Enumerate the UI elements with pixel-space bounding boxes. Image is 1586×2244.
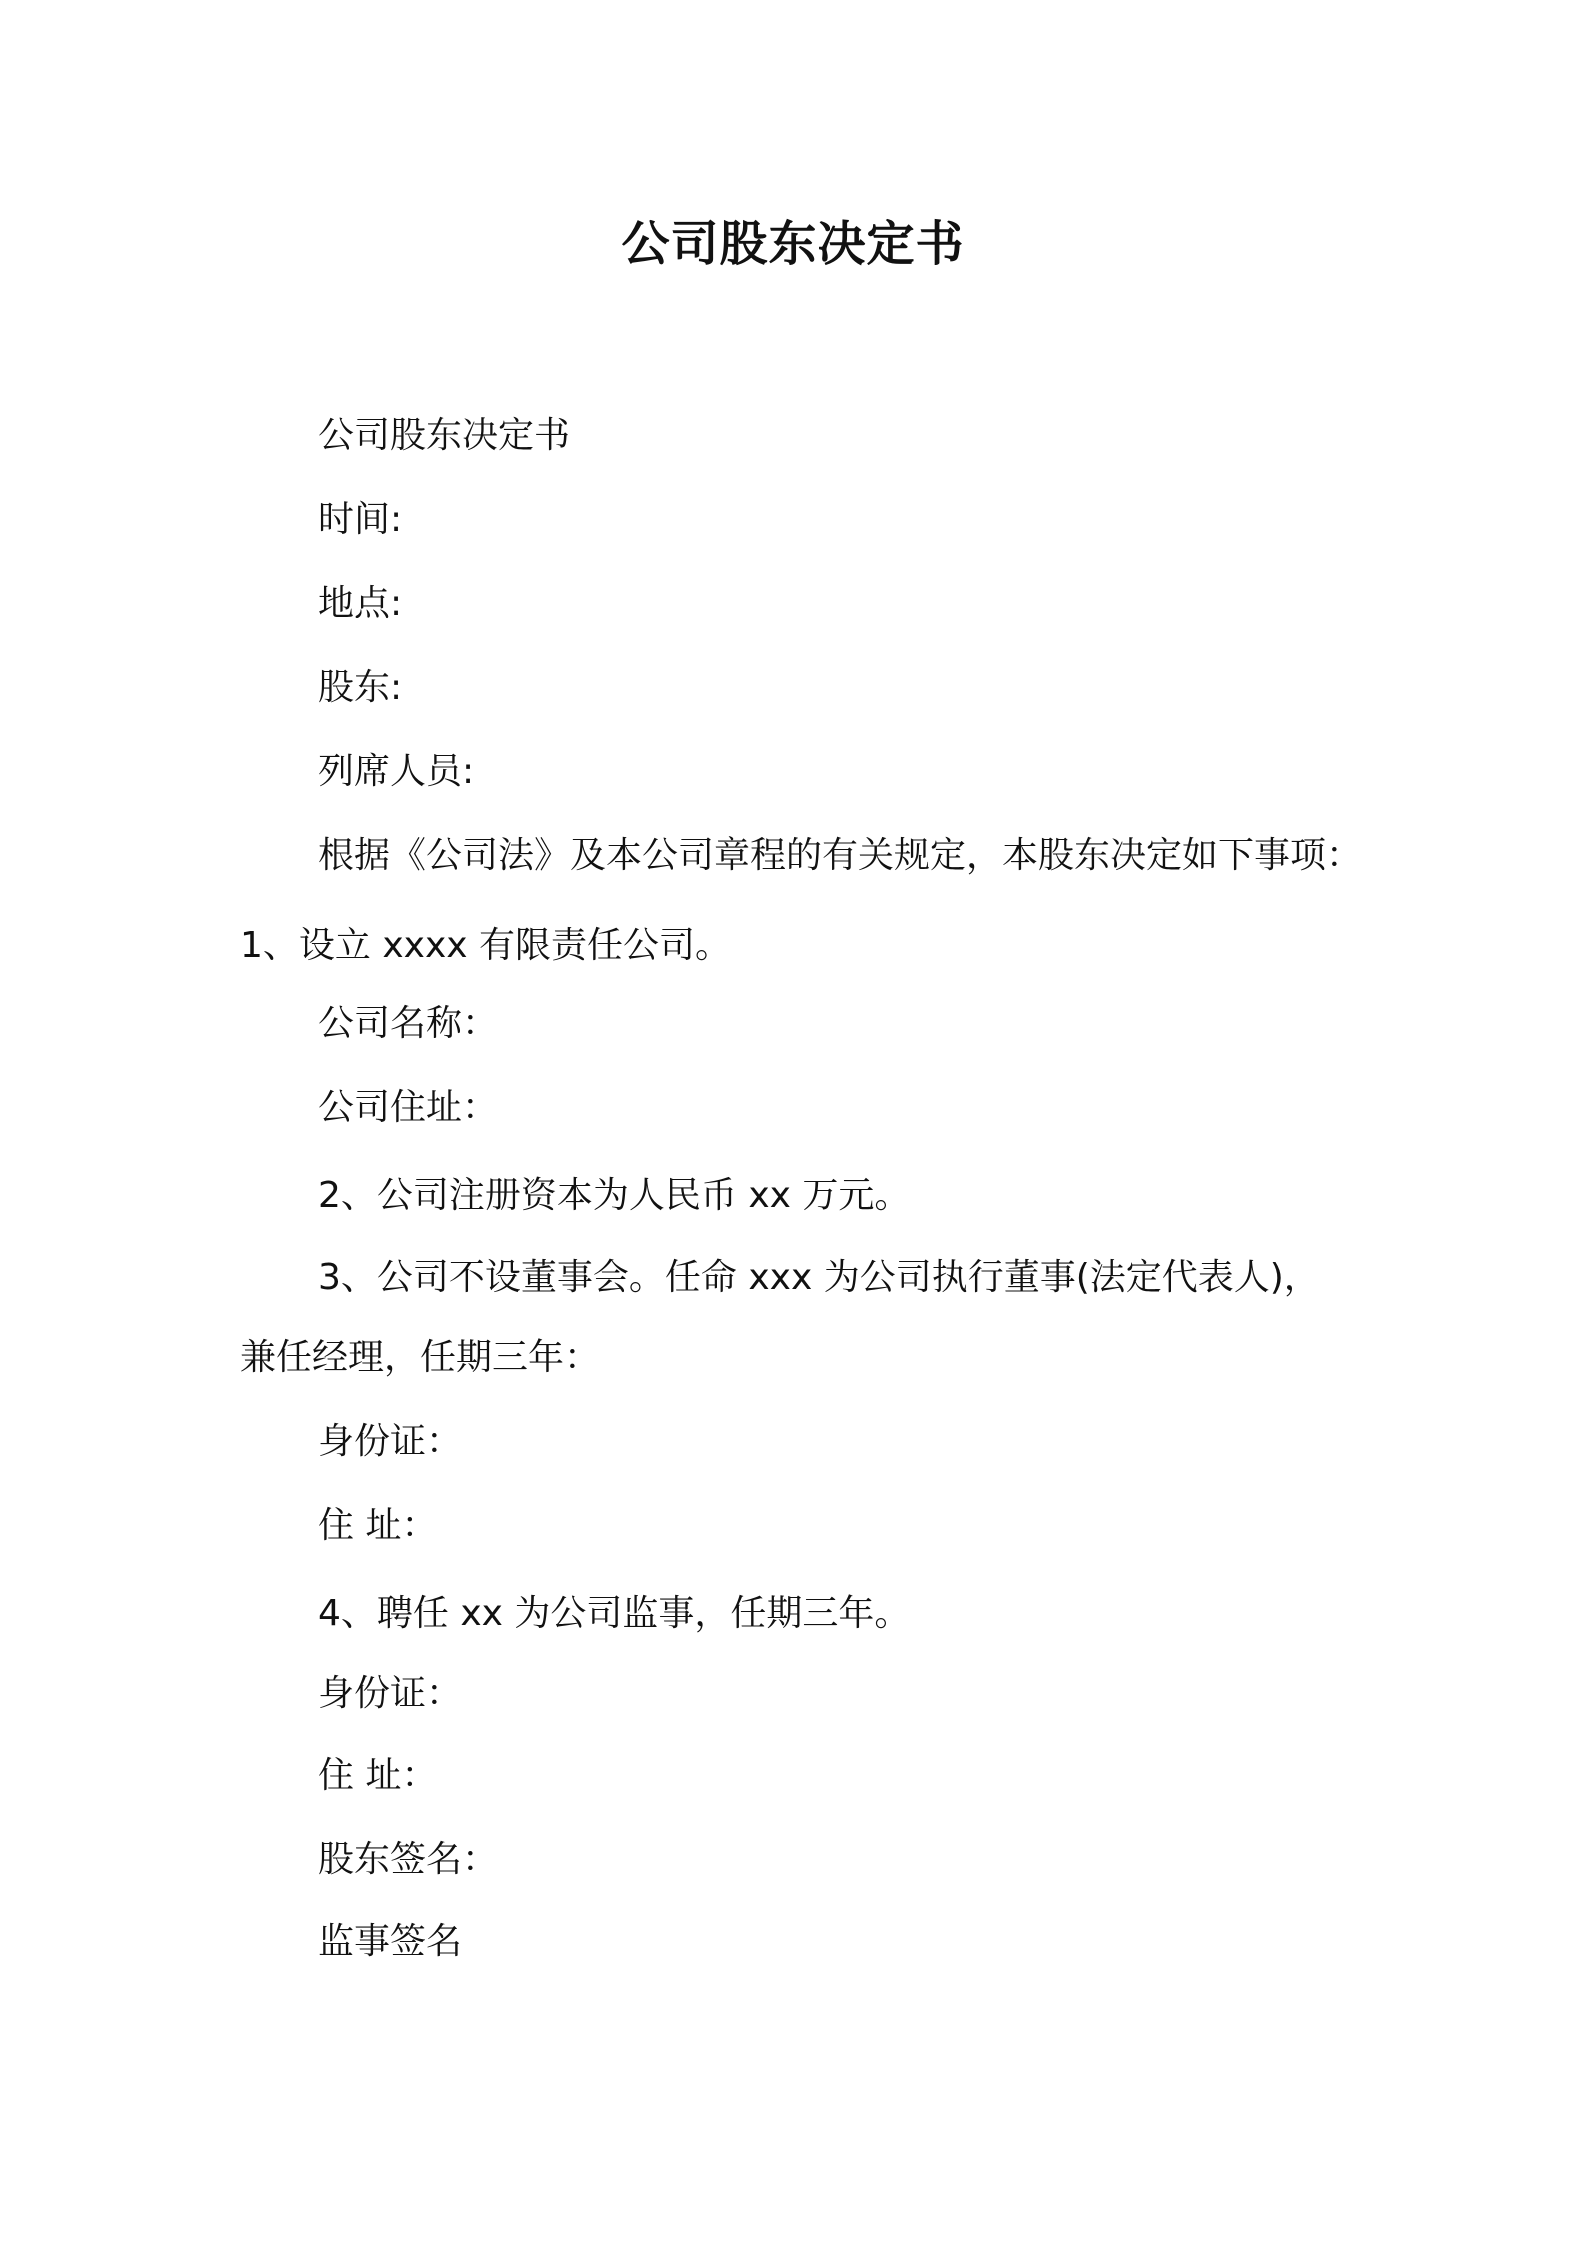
- body-line-shareholder: 股东:: [318, 667, 403, 708]
- body-line-time: 时间:: [318, 499, 403, 540]
- body-line-item-2: 2、公司注册资本为人民币 xx 万元。: [318, 1175, 911, 1216]
- body-line-heading: 公司股东决定书: [318, 415, 571, 456]
- body-line-item-3-cont: 兼任经理，任期三年：: [240, 1337, 601, 1378]
- body-line-item-3: 3、公司不设董事会。任命 xxx 为公司执行董事(法定代表人)，: [318, 1257, 1320, 1298]
- body-line-company-name: 公司名称：: [318, 1003, 499, 1044]
- body-line-place: 地点:: [318, 583, 403, 624]
- body-line-id-2: 身份证：: [318, 1673, 463, 1714]
- body-line-shareholder-sign: 股东签名：: [318, 1839, 499, 1880]
- body-line-address-2: 住 址：: [318, 1755, 438, 1796]
- body-line-item-1: 1、设立 xxxx 有限责任公司。: [240, 925, 732, 966]
- body-line-item-4: 4、聘任 xx 为公司监事，任期三年。: [318, 1593, 911, 1634]
- body-line-attendees: 列席人员:: [318, 751, 475, 792]
- body-line-address-1: 住 址：: [318, 1505, 438, 1546]
- body-line-basis: 根据《公司法》及本公司章程的有关规定，本股东决定如下事项：: [318, 835, 1363, 876]
- body-line-id-1: 身份证：: [318, 1421, 463, 1462]
- body-line-supervisor-sign: 监事签名: [318, 1921, 463, 1962]
- document-title: 公司股东决定书: [621, 216, 965, 272]
- body-line-company-addr: 公司住址：: [318, 1087, 499, 1128]
